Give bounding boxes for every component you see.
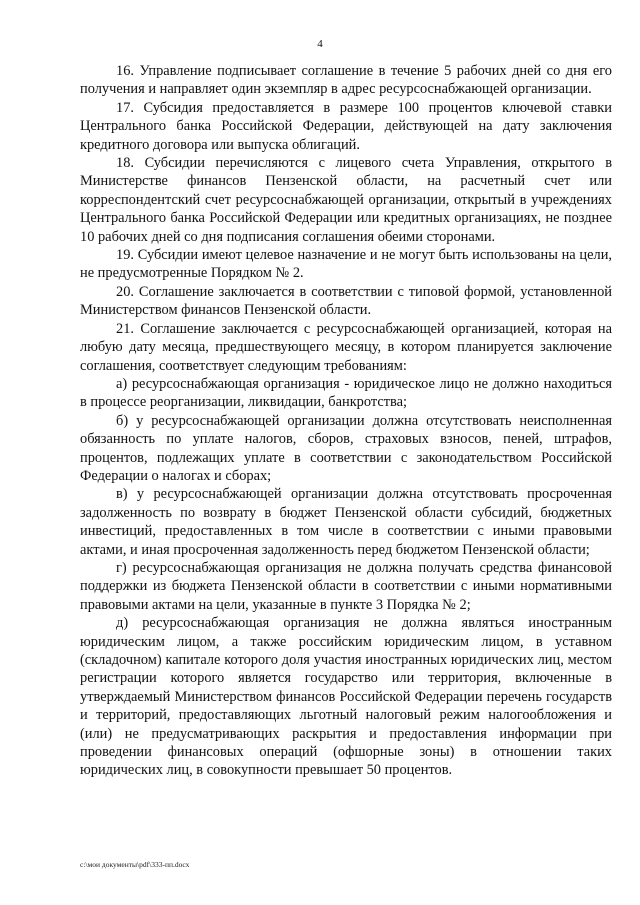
paragraph-20: 20. Соглашение заключается в соответствии с типовой формой, установленной Министерством финансов Пензенской области. xyxy=(80,283,612,319)
paragraph-21-g: г) ресурсоснабжающая организация не должна получать средства финансовой поддержки из бюджета Пензенской области в соответствии с иными нормативными правовыми актами на цели, указанные в пункте 3 Порядка № 2; xyxy=(80,559,612,613)
paragraph-21-d: д) ресурсоснабжающая организация не должна являться иностранным юридическим лицом, а также российским юридическим лицом, в уставном (складочном) капитале которого доля участия иностранных юридических лиц, местом регистрации которого является государство или территория, включенные в утверждаемый Министерством финансов Российской Федерации перечень государств и территорий, предоставляющих льготный налоговый режим налогообложения и (или) не предусматривающих раскрытия и предоставления информации при проведении финансовых операций (офшорные зоны) в отношении таких юридических лиц, в совокупности превышает 50 процентов. xyxy=(80,615,612,779)
document-body xyxy=(80,62,612,780)
paragraph-16: 16. Управление подписывает соглашение в течение 5 рабочих дней со дня его получения и направляет один экземпляр в адрес ресурсоснабжающей организации. xyxy=(80,63,612,98)
paragraph-17: 17. Субсидия предоставляется в размере 100 процентов ключевой ставки Центрального банка Российской Федерации, действующей на дату заключения кредитного договора или выпуска облигаций. xyxy=(80,99,612,153)
paragraph-21-b: б) у ресурсоснабжающей организации должна отсутствовать неисполненная обязанность по уплате налогов, сборов, страховых взносов, пеней, штрафов, процентов, подлежащих уплате в соответствии с законодательством Российской Федерации о налогах и сборах; xyxy=(80,412,612,484)
paragraph-18: 18. Субсидии перечисляются с лицевого счета Управления, открытого в Министерстве финансов Пензенской области, на расчетный счет или корреспондентский счет ресурсоснабжающей организации, открытый в учреждениях Центрального банка Российской Федерации или кредитных организациях, не позднее 10 рабочих дней со дня подписания соглашения обеими сторонами. xyxy=(80,155,612,245)
page-number: 4 xyxy=(317,38,323,50)
paragraph-21-v: в) у ресурсоснабжающей организации должна отсутствовать просроченная задолженность по возврату в бюджет Пензенской области субсидий, бюджетных инвестиций, предоставленных в том числе в соответствии с иными правовыми актами, и иная просроченная задолженность перед бюджетом Пензенской области; xyxy=(80,486,612,558)
paragraph-19: 19. Субсидии имеют целевое назначение и не могут быть использованы на цели, не предусмотренные Порядком № 2. xyxy=(80,247,612,282)
footer-file-path: c:\мои документы\pdf\333-пп.docx xyxy=(80,860,190,869)
paragraph-21-a: а) ресурсоснабжающая организация - юридическое лицо не должно находиться в процессе реорганизации, ликвидации, банкротства; xyxy=(80,375,612,411)
paragraph-21: 21. Соглашение заключается с ресурсоснабжающей организацией, которая на любую дату месяца, предшествующего месяцу, в котором планируется заключение соглашения, соответствует следующим требованиям: xyxy=(80,320,612,374)
